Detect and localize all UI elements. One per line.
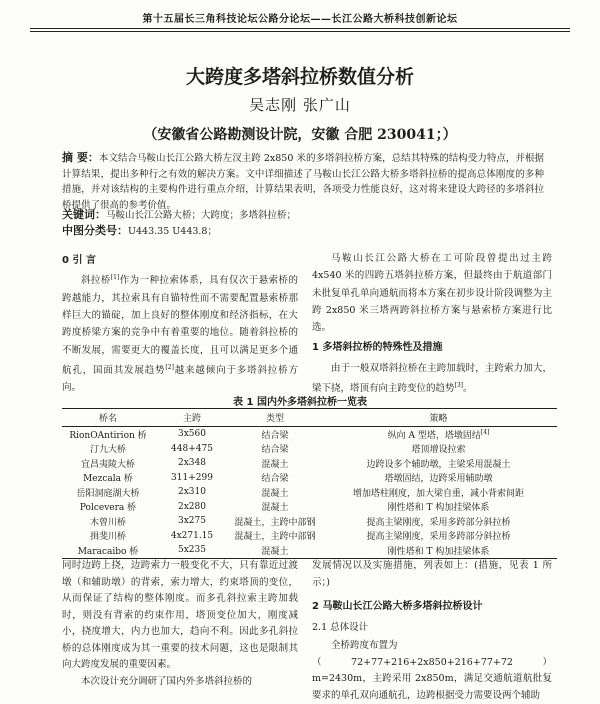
table-cell: 提高主梁刚度，采用多跨部分斜拉桥 bbox=[366, 517, 511, 528]
table-cell bbox=[320, 427, 557, 442]
table-cell: 刚性塔和 T 构加挂梁体系 bbox=[320, 543, 557, 558]
table-cell: 4x271.15 bbox=[170, 530, 214, 541]
table-cell: 岳阳洞庭湖大桥 bbox=[76, 488, 140, 499]
paper-affiliation: （安徽省公路勘测设计院，安徽 合肥 230041；） bbox=[143, 127, 457, 143]
right-paragraph-2 bbox=[312, 360, 552, 398]
table-title: 表 1 国内外多塔斜拉桥一览表 bbox=[233, 397, 367, 408]
table-row bbox=[62, 471, 557, 486]
table-cell: 提高主梁刚度，采用多跨部分斜拉桥 bbox=[366, 532, 511, 543]
table-cell: Polcevera 桥 bbox=[79, 503, 137, 514]
table-header-row bbox=[62, 409, 557, 427]
table-header-cell: 类型 bbox=[230, 409, 320, 427]
subsection-heading-2-1: 2.1 总体设计 bbox=[312, 621, 369, 633]
citation-3: [3] bbox=[454, 382, 464, 390]
right-paragraph-1: 马鞍山长江公路大桥在工可阶段曾提出过主跨 4x540 米的四跨五塔斜拉桥方案，但最终由于航道部门未批复单孔单向通航而将本方案在初步设计阶段调整为主跨 2x850 米三塔两跨斜拉桥方案与悬索桥方案进行比选。 bbox=[312, 253, 552, 334]
header-rule-thick bbox=[30, 28, 570, 29]
right-column-intro bbox=[312, 250, 552, 398]
table-row bbox=[62, 543, 557, 558]
table-cell: 塔顶增设拉索 bbox=[411, 445, 466, 456]
table-header-cell: 主跨 bbox=[154, 409, 230, 427]
table-row bbox=[62, 485, 557, 500]
table-cell: 5x235 bbox=[154, 543, 230, 558]
table-cell: 揖斐川桥 bbox=[89, 532, 126, 543]
paper-title: 大跨度多塔斜拉桥数值分析 bbox=[185, 66, 414, 88]
table-cell: 3x275 bbox=[178, 516, 206, 527]
right-paragraph-2-text: 由于一般双塔斜拉桥在主跨加载时，主跨索力加大，梁下挠，塔顶有向主跨变位的趋势 bbox=[312, 362, 552, 395]
section-heading-1: 1 多塔斜拉桥的特殊性及措施 bbox=[312, 342, 443, 354]
citation-1: [1] bbox=[110, 274, 120, 282]
abstract-text: 本文结合马鞍山长江公路大桥左汊主跨 2x850 米的多塔斜拉桥方案，总结其特殊的结构受力特点，并根据计算结果，提出多种行之有效的解决方案。文中详细描述了马鞍山长江公路大桥多塔斜拉桥的提高总体刚度的多种措施，并对该结构的主要构件进行重点介绍，计算结果表明，各项受力性能良好，这对将来建设大跨径的多塔斜拉桥提供了很高的参考价值。 bbox=[62, 153, 544, 211]
table-cell: 2x348 bbox=[178, 458, 206, 469]
table-cell: RionOAntirion 桥 bbox=[69, 430, 147, 441]
lower-left-paragraph-2: 本次设计充分调研了国内外多塔斜拉桥的 bbox=[81, 675, 253, 687]
lower-right-paragraph-2: 全桥跨度布置为 bbox=[331, 640, 398, 651]
table-cell: 边跨设多个辅助墩，主梁采用混凝土 bbox=[366, 459, 511, 470]
table-cell: 汀九大桥 bbox=[89, 445, 126, 456]
section-heading-2: 2 马鞍山长江公路大桥多塔斜拉桥设计 bbox=[312, 601, 483, 612]
paper-authors: 吴志刚 张广山 bbox=[249, 96, 351, 114]
right-column-lower bbox=[312, 558, 552, 704]
intro-text-a: 斜拉桥 bbox=[81, 275, 111, 287]
table-cell: 3x560 bbox=[178, 429, 206, 440]
table-cell: Maracaibo 桥 bbox=[62, 543, 154, 558]
left-column-lower bbox=[62, 558, 298, 690]
table-row bbox=[62, 500, 557, 515]
keywords bbox=[62, 206, 544, 222]
table-cell-text: 纵向 A 型塔，塔墩固结 bbox=[387, 430, 481, 441]
lower-right-paragraph-3: （72+77+216+2x850+216+77+72）m=2430m，主跨采用 2x850m，满足交通航道航批复要求的单孔双向通航孔，边跨根据受力需要设两个辅助 bbox=[312, 656, 552, 701]
table-cell: 混凝土 bbox=[261, 488, 289, 499]
table-row bbox=[62, 456, 557, 471]
intro-text-c: 越来越倾向于多塔斜拉桥方向。 bbox=[62, 365, 298, 394]
table-cell: 宜昌夷陵大桥 bbox=[80, 459, 135, 470]
table-header-cell: 策略 bbox=[320, 409, 557, 427]
lower-left-paragraph: 同时边跨上挠，边跨索力一般变化不大，只有靠近过渡墩（和辅助墩）的背索，索力增大，约束塔顶的变位，从而保证了结构的整体刚度。而多孔斜拉索主跨加载时，则没有背索的约束作用，塔顶变位加大，刚度减小，挠度增大，内力也加大，趋向不利。因此多孔斜拉桥的总体刚度成为其一重要的技术问题，这也是限制其向大跨度发展的重要因素。 bbox=[62, 560, 298, 670]
left-column-intro bbox=[62, 252, 298, 397]
table-cell: 混凝土 bbox=[261, 459, 289, 470]
lower-right-paragraph-1: 发展情况以及实施措施，列表如上：(措施，见表 1 所示；) bbox=[312, 560, 552, 588]
table-cell: 311+299 bbox=[171, 472, 213, 483]
table-cell: 塔墩固结，边跨采用辅助墩 bbox=[384, 474, 493, 485]
table-row bbox=[62, 529, 557, 544]
intro-text-b: 作为一种拉索体系，具有仅次于悬索桥的跨越能力，其拉索具有自锚特性而不需要配置悬索桥那样巨大的锚碇，加上良好的整体刚度和经济指标，在大跨度桥梁方案的竞争中有着重要的地位。随着斜拉桥的不断发展，需要更大的覆盖长度，且可以满足更多个通航孔，国面其发展趋势 bbox=[62, 275, 298, 377]
table-cell: 结合梁 bbox=[261, 430, 289, 441]
table-row bbox=[62, 442, 557, 457]
classification-label: 中图分类号： bbox=[62, 224, 128, 237]
table-cell: 增加塔柱刚度，加大梁自重，减小背索间距 bbox=[352, 488, 524, 499]
running-header: 第十五届长三角科技论坛公路分论坛——长江公路大桥科技创新论坛 bbox=[142, 14, 458, 25]
citation-4: [4] bbox=[480, 428, 490, 436]
abstract bbox=[62, 150, 544, 213]
table-row bbox=[62, 427, 557, 442]
table-cell: 448+475 bbox=[171, 443, 213, 454]
table-cell: 混凝土，主跨中部钢 bbox=[234, 532, 316, 543]
table-cell: 刚性塔和 T 构加挂梁体系 bbox=[387, 503, 490, 514]
classification-text: U443.35 U443.8； bbox=[128, 226, 217, 237]
table-cell: 木曾川桥 bbox=[89, 517, 126, 528]
table-cell: 混凝土 bbox=[230, 543, 320, 558]
table-cell: 混凝土，主跨中部钢 bbox=[234, 517, 316, 528]
table-cell: 2x280 bbox=[178, 501, 206, 512]
abstract-label: 摘 要： bbox=[62, 151, 99, 164]
table-cell: 混凝土 bbox=[261, 503, 289, 514]
bridge-table bbox=[62, 408, 557, 559]
header-rule-thin bbox=[30, 31, 570, 32]
right-paragraph-2-end: 。 bbox=[463, 383, 473, 395]
citation-2: [2] bbox=[165, 363, 174, 371]
table-cell: 结合梁 bbox=[261, 445, 289, 456]
table-cell: Mezcala 桥 bbox=[83, 474, 133, 485]
table-row bbox=[62, 514, 557, 529]
keywords-text: 马鞍山长江公路大桥；大跨度；多塔斜拉桥； bbox=[106, 210, 297, 221]
table-header-cell: 桥名 bbox=[62, 409, 154, 427]
table-cell: 结合梁 bbox=[261, 474, 289, 485]
intro-paragraph bbox=[62, 269, 298, 396]
keywords-label: 关键词： bbox=[62, 208, 106, 221]
table-cell: 2x310 bbox=[178, 487, 206, 498]
classification bbox=[62, 222, 544, 238]
section-heading-intro: 0 引 言 bbox=[62, 255, 96, 266]
